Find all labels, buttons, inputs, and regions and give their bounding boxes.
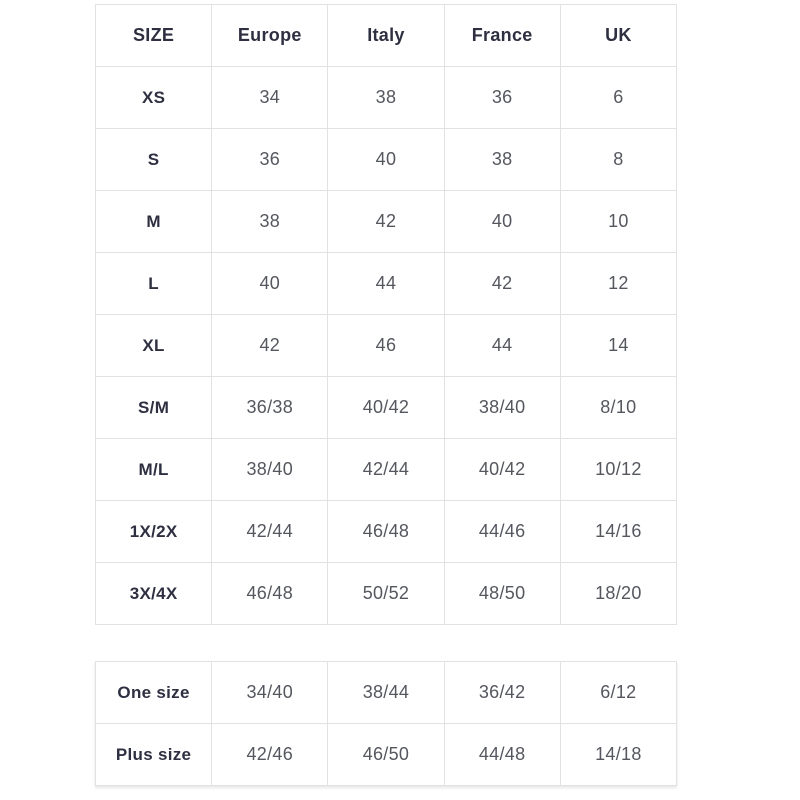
row-label: 3X/4X <box>96 563 212 625</box>
cell-value: 6 <box>560 67 676 129</box>
cell-value: 10/12 <box>560 439 676 501</box>
cell-value: 8 <box>560 129 676 191</box>
cell-value: 36/42 <box>444 662 560 724</box>
cell-value: 44 <box>444 315 560 377</box>
row-label: XL <box>96 315 212 377</box>
cell-value: 42/44 <box>328 439 444 501</box>
cell-value: 46/48 <box>328 501 444 563</box>
row-label: M/L <box>96 439 212 501</box>
table-row-ml <box>96 439 677 501</box>
cell-value: 46/50 <box>328 724 444 786</box>
table-row-l <box>96 253 677 315</box>
row-label: S <box>96 129 212 191</box>
cell-value: 38 <box>444 129 560 191</box>
cell-value: 8/10 <box>560 377 676 439</box>
cell-value: 42/44 <box>212 501 328 563</box>
cell-value: 34/40 <box>212 662 328 724</box>
column-header-size: SIZE <box>96 5 212 67</box>
size-conversion-table <box>95 4 677 625</box>
table-row-one-size <box>96 662 677 724</box>
row-label: M <box>96 191 212 253</box>
cell-value: 18/20 <box>560 563 676 625</box>
cell-value: 36/38 <box>212 377 328 439</box>
column-header-italy: Italy <box>328 5 444 67</box>
column-header-france: France <box>444 5 560 67</box>
cell-value: 38/40 <box>212 439 328 501</box>
cell-value: 42 <box>444 253 560 315</box>
cell-value: 36 <box>212 129 328 191</box>
cell-value: 36 <box>444 67 560 129</box>
table-row-sm <box>96 377 677 439</box>
cell-value: 42 <box>328 191 444 253</box>
cell-value: 6/12 <box>560 662 676 724</box>
row-label: 1X/2X <box>96 501 212 563</box>
special-sizes-table <box>95 661 677 786</box>
table-row-3x4x <box>96 563 677 625</box>
column-header-europe: Europe <box>212 5 328 67</box>
row-label: One size <box>96 662 212 724</box>
cell-value: 10 <box>560 191 676 253</box>
cell-value: 40/42 <box>444 439 560 501</box>
row-label: Plus size <box>96 724 212 786</box>
cell-value: 42 <box>212 315 328 377</box>
cell-value: 38/44 <box>328 662 444 724</box>
cell-value: 42/46 <box>212 724 328 786</box>
cell-value: 40/42 <box>328 377 444 439</box>
cell-value: 40 <box>212 253 328 315</box>
cell-value: 40 <box>444 191 560 253</box>
cell-value: 38 <box>212 191 328 253</box>
cell-value: 44 <box>328 253 444 315</box>
table-row-xl <box>96 315 677 377</box>
row-label: S/M <box>96 377 212 439</box>
cell-value: 14/18 <box>560 724 676 786</box>
cell-value: 44/46 <box>444 501 560 563</box>
cell-value: 40 <box>328 129 444 191</box>
table-row-m <box>96 191 677 253</box>
cell-value: 44/48 <box>444 724 560 786</box>
cell-value: 46 <box>328 315 444 377</box>
cell-value: 12 <box>560 253 676 315</box>
cell-value: 50/52 <box>328 563 444 625</box>
cell-value: 48/50 <box>444 563 560 625</box>
table-row-1x2x <box>96 501 677 563</box>
table-row-xs <box>96 67 677 129</box>
column-header-uk: UK <box>560 5 676 67</box>
table-row-s <box>96 129 677 191</box>
cell-value: 38/40 <box>444 377 560 439</box>
cell-value: 46/48 <box>212 563 328 625</box>
cell-value: 38 <box>328 67 444 129</box>
row-label: XS <box>96 67 212 129</box>
row-label: L <box>96 253 212 315</box>
header-row <box>96 5 677 67</box>
cell-value: 14 <box>560 315 676 377</box>
cell-value: 14/16 <box>560 501 676 563</box>
cell-value: 34 <box>212 67 328 129</box>
table-row-plus-size <box>96 724 677 786</box>
